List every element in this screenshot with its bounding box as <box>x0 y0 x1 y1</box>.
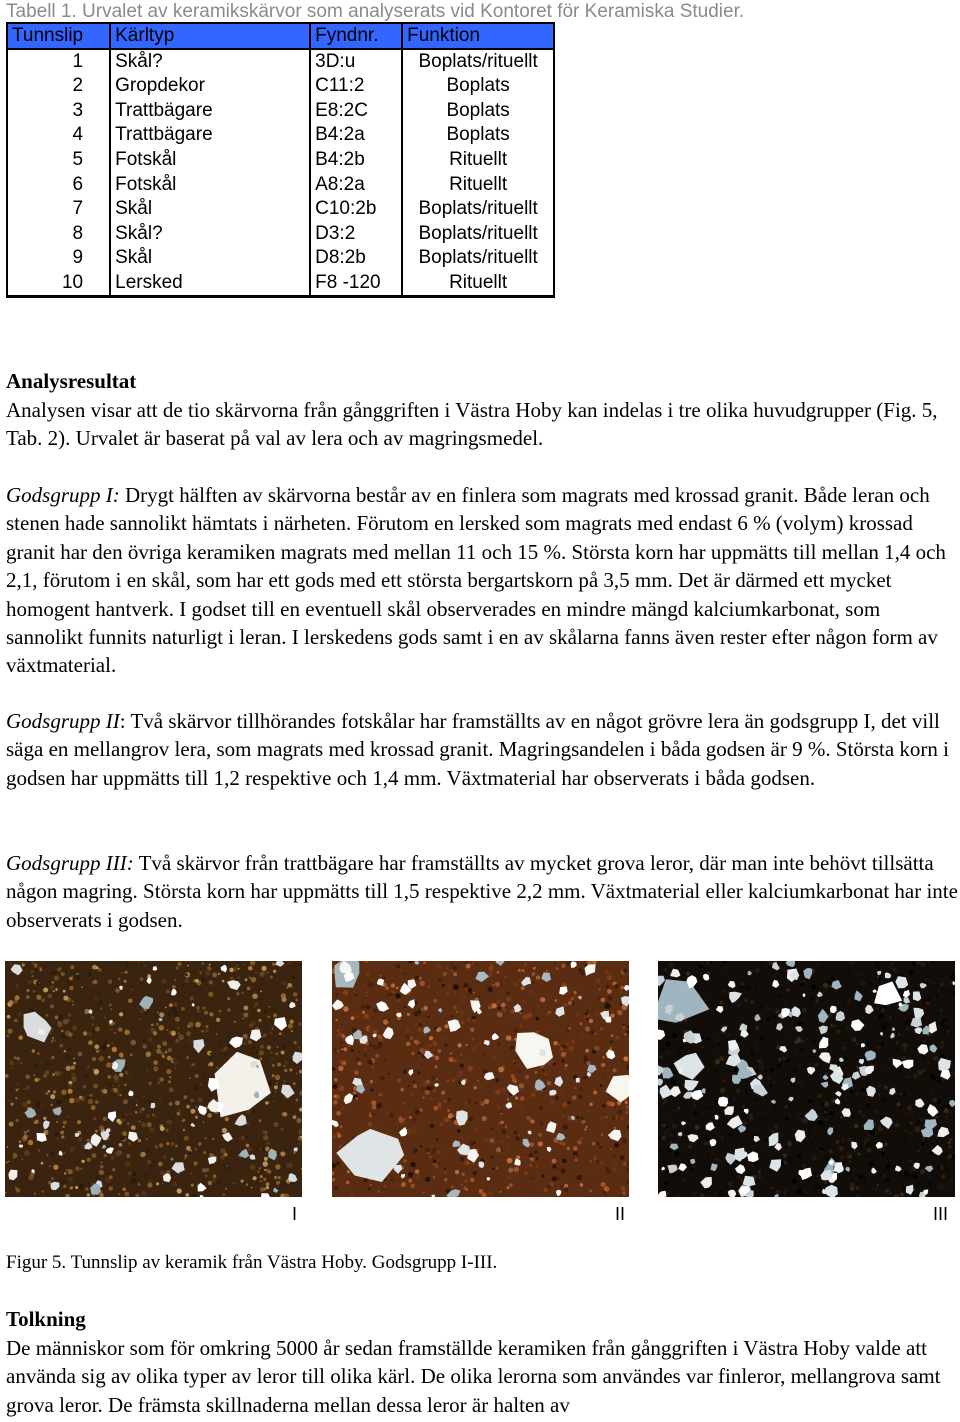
cell-funktion: Rituellt <box>402 172 554 197</box>
godsgrupp-1-text: Drygt hälften av skärvorna består av en finlera som magrats med krossad granit. Både leran och stenen hade sannolikt hämtats i närheten. Förutom en lersked som magrats med endast 6 % (volym) krossad granit har den övriga keramiken magrats med mellan 11 och 15 %. Största korn har uppmätts till mellan 1,4 och 2,1, förutom i en skål, som har ett gods med ett största bergartskorn på 3,5 mm. Det är därmed ett mycket homogent hantverk. I godset till en eventuell skål observerades en mindre mängd kalciumkarbonat, som sannolikt funnits naturligt i leran. I lerskedens gods samt i en av skålarna fanns även rester efter någon form av växtmaterial. <box>6 483 946 678</box>
figure-caption: Figur 5. Tunnslip av keramik från Västra Hoby. Godsgrupp I-III. <box>6 1252 498 1273</box>
cell-funktion: Boplats/rituellt <box>402 222 554 247</box>
godsgrupp-1-paragraph <box>6 481 958 680</box>
cell-fyndnr: E8:2C <box>310 99 402 124</box>
cell-fyndnr: A8:2a <box>310 172 402 197</box>
analys-paragraph: Analysen visar att de tio skärvorna från gånggriften i Västra Hoby kan indelas i tre olika huvudgrupper (Fig. 5, Tab. 2). Urvalet är baserat på val av lera och av magringsmedel. <box>6 398 938 451</box>
godsgrupp-3-text: Två skärvor från trattbägare har framställts av mycket grova leror, där man inte behövt tillsätta någon magring. Största korn har uppmätts till 1,5 respektive 2,2 mm. Växtmaterial eller kalciumkarbonat har inte observerats i godsen. <box>6 851 958 932</box>
table-row <box>7 172 554 197</box>
tolkning-paragraph: De människor som för omkring 5000 år sedan framställde keramiken från gånggriften i Västra Hoby valde att använda sig av olika typer av leror till olika kärl. De olika lerorna som användes var finleror, mellangrova samt grova leror. De främsta skillnaderna mellan dessa leror är halten av <box>6 1336 941 1417</box>
cell-funktion: Boplats <box>402 123 554 148</box>
table-row <box>7 49 554 74</box>
cell-tunnslip: 3 <box>7 99 110 124</box>
cell-tunnslip: 10 <box>7 271 110 297</box>
cell-tunnslip: 1 <box>7 49 110 74</box>
cell-funktion: Boplats/rituellt <box>402 49 554 74</box>
table-header-row <box>7 23 554 49</box>
table-row <box>7 197 554 222</box>
table-row <box>7 271 554 297</box>
table-row <box>7 148 554 173</box>
cell-karltyp: Lersked <box>110 271 310 297</box>
cell-tunnslip: 2 <box>7 74 110 99</box>
thin-section-image-3 <box>658 961 955 1197</box>
cell-karltyp: Skål <box>110 246 310 271</box>
thin-section-image-2 <box>332 961 629 1197</box>
cell-karltyp: Skål <box>110 197 310 222</box>
cell-karltyp: Fotskål <box>110 148 310 173</box>
godsgrupp-2-text: : Två skärvor tillhörandes fotskålar har framställts av en något grövre lera än godsgrupp I, det vill säga en mellangrov lera, som magrats med krossad granit. Magringsandelen i båda godsen är 9 %. Största korn i godsen har uppmätts till 1,2 respektive och 1,4 mm. Växtmaterial har observerats i båda godsen. <box>6 709 950 790</box>
cell-fyndnr: B4:2a <box>310 123 402 148</box>
cell-fyndnr: F8 -120 <box>310 271 402 297</box>
godsgrupp-3-label: Godsgrupp III: <box>6 851 134 875</box>
table-caption: Tabell 1. Urvalet av keramikskärvor som analyserats vid Kontoret för Keramiska Studier. <box>6 1 745 22</box>
thin-section-image-1 <box>5 961 302 1197</box>
table-row <box>7 222 554 247</box>
header-tunnslip: Tunnslip <box>7 23 110 49</box>
cell-tunnslip: 4 <box>7 123 110 148</box>
cell-karltyp: Trattbägare <box>110 123 310 148</box>
cell-funktion: Boplats <box>402 99 554 124</box>
table-row <box>7 123 554 148</box>
cell-fyndnr: C10:2b <box>310 197 402 222</box>
cell-karltyp: Skål? <box>110 49 310 74</box>
cell-fyndnr: B4:2b <box>310 148 402 173</box>
cell-karltyp: Trattbägare <box>110 99 310 124</box>
cell-funktion: Boplats/rituellt <box>402 246 554 271</box>
cell-funktion: Boplats/rituellt <box>402 197 554 222</box>
cell-fyndnr: D8:2b <box>310 246 402 271</box>
cell-karltyp: Skål? <box>110 222 310 247</box>
header-funktion: Funktion <box>402 23 554 49</box>
godsgrupp-1-label: Godsgrupp I: <box>6 483 120 507</box>
cell-fyndnr: 3D:u <box>310 49 402 74</box>
cell-funktion: Boplats <box>402 74 554 99</box>
header-fyndnr: Fyndnr. <box>310 23 402 49</box>
cell-tunnslip: 5 <box>7 148 110 173</box>
figure-label-2: II <box>615 1204 626 1224</box>
godsgrupp-2-label: Godsgrupp II <box>6 709 120 733</box>
cell-fyndnr: D3:2 <box>310 222 402 247</box>
cell-karltyp: Fotskål <box>110 172 310 197</box>
ceramic-table <box>6 22 555 298</box>
section-heading-tolkning: Tolkning <box>6 1307 86 1331</box>
godsgrupp-2-paragraph <box>6 707 958 792</box>
cell-karltyp: Gropdekor <box>110 74 310 99</box>
table-row <box>7 74 554 99</box>
header-karltyp: Kärltyp <box>110 23 310 49</box>
cell-tunnslip: 8 <box>7 222 110 247</box>
cell-funktion: Rituellt <box>402 148 554 173</box>
cell-funktion: Rituellt <box>402 271 554 297</box>
figure-label-1: I <box>292 1204 298 1224</box>
godsgrupp-3-paragraph <box>6 849 958 934</box>
table-row <box>7 246 554 271</box>
section-heading-analysresultat: Analysresultat <box>6 369 137 393</box>
table-row <box>7 99 554 124</box>
cell-tunnslip: 9 <box>7 246 110 271</box>
cell-tunnslip: 7 <box>7 197 110 222</box>
cell-tunnslip: 6 <box>7 172 110 197</box>
figure-label-3: III <box>933 1204 949 1224</box>
cell-fyndnr: C11:2 <box>310 74 402 99</box>
